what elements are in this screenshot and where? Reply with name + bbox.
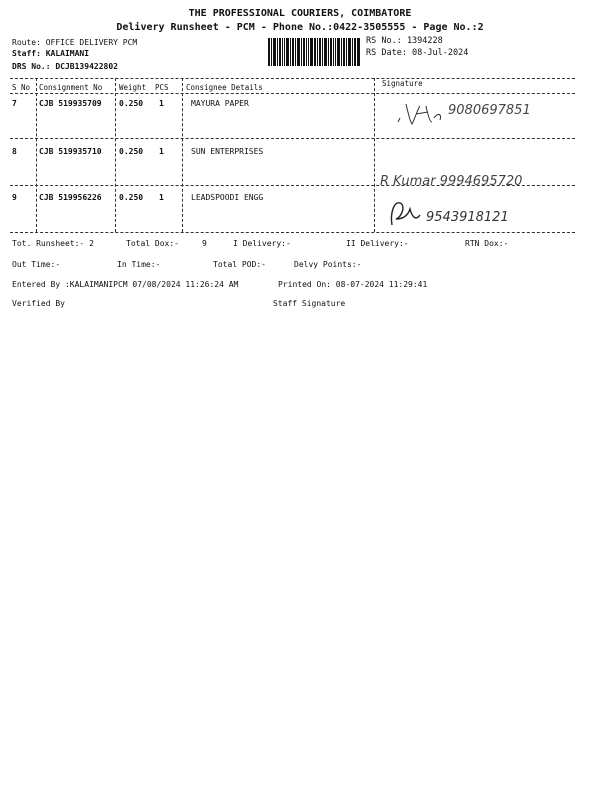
total-runsheet: Tot. Runsheet:- 2 <box>12 239 94 248</box>
row-sno: 9 <box>12 193 17 202</box>
signature-note: 9080697851 <box>448 103 531 118</box>
row-pcs: 1 <box>159 147 164 156</box>
row-pcs: 1 <box>159 193 164 202</box>
entered-by: Entered By :KALAIMANIPCM 07/08/2024 11:26:24 AM <box>12 280 239 289</box>
column-header-pcs: PCS <box>155 83 169 92</box>
column-divider <box>182 78 183 232</box>
row-consignment: CJB 519956226 <box>39 193 102 202</box>
row-consignment: CJB 519935709 <box>39 99 102 108</box>
total-dox-label: Total Dox:- <box>126 239 179 248</box>
table-top-rule <box>10 78 575 79</box>
delivery-points: Delvy Points:- <box>294 260 362 269</box>
row-consignment: CJB 519935710 <box>39 147 102 156</box>
column-header-consignee: Consignee Details <box>186 83 263 92</box>
column-divider <box>36 78 37 232</box>
row-weight: 0.250 <box>119 193 144 202</box>
signature-scribble <box>378 165 578 193</box>
rs-number: RS No.: 1394228 <box>366 36 443 46</box>
row-consignee: LEADSPOODI ENGG <box>191 193 264 202</box>
route-label: Route: OFFICE DELIVERY PCM <box>12 38 138 47</box>
signature-scribble <box>388 92 538 132</box>
staff-signature: Staff Signature <box>273 299 346 308</box>
out-time: Out Time:- <box>12 260 61 269</box>
total-dox-value: 9 <box>202 239 207 248</box>
column-divider <box>115 78 116 232</box>
drs-number: DRS No.: DCJB139422802 <box>12 62 118 71</box>
column-header-sno: S No <box>12 83 31 92</box>
row-sno: 8 <box>12 147 17 156</box>
column-header-weight: Weight <box>119 83 147 92</box>
runsheet-subtitle: Delivery Runsheet - PCM - Phone No.:0422-3505555 - Page No.:2 <box>116 22 484 33</box>
total-pod: Total POD:- <box>213 260 266 269</box>
in-time: In Time:- <box>117 260 161 269</box>
barcode-icon <box>268 38 360 66</box>
row-weight: 0.250 <box>119 147 144 156</box>
printed-on: Printed On: 08-07-2024 11:29:41 <box>278 280 428 289</box>
i-delivery: I Delivery:- <box>233 239 291 248</box>
column-divider <box>374 78 375 232</box>
row-consignee: MAYURA PAPER <box>191 99 249 108</box>
rs-date: RS Date: 08-Jul-2024 <box>366 48 469 58</box>
signature-scribble <box>386 195 566 231</box>
signature-note: 9543918121 <box>426 210 509 225</box>
company-title: THE PROFESSIONAL COURIERS, COIMBATORE <box>188 8 412 19</box>
row-divider <box>10 138 575 139</box>
verified-by: Verified By <box>12 299 65 308</box>
signature-note: R Kumar 9994695720 <box>380 174 523 189</box>
row-consignee: SUN ENTERPRISES <box>191 147 264 156</box>
row-weight: 0.250 <box>119 99 144 108</box>
ii-delivery: II Delivery:- <box>346 239 409 248</box>
staff-label: Staff: KALAIMANI <box>12 49 90 58</box>
row-sno: 7 <box>12 99 17 108</box>
rtn-dox: RTN Dox:- <box>465 239 509 248</box>
table-bottom-rule <box>10 232 575 233</box>
column-header-consignment: Consignment No <box>39 83 103 92</box>
column-header-signature: Signature <box>382 79 423 88</box>
row-pcs: 1 <box>159 99 164 108</box>
